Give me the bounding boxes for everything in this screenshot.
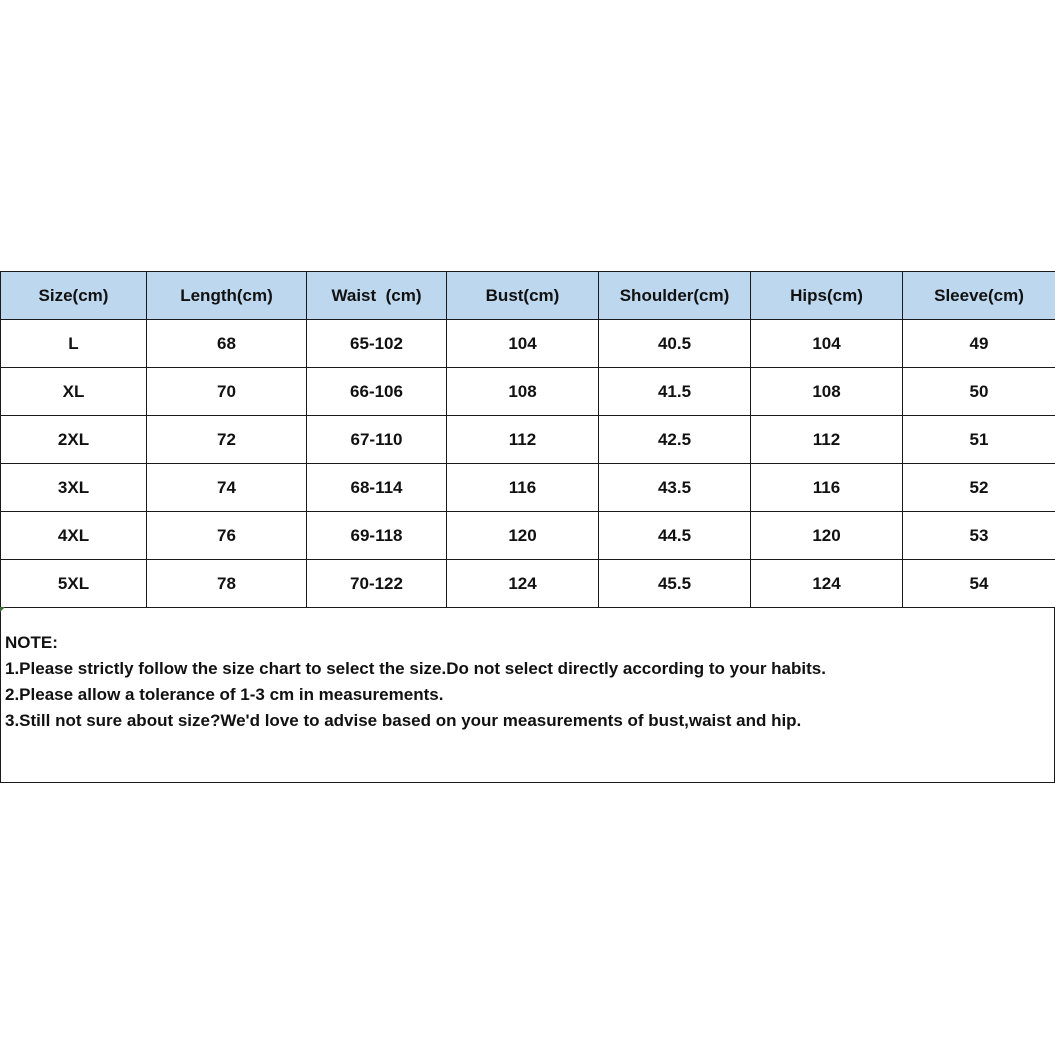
note-line-2: 2.Please allow a tolerance of 1-3 cm in measurements. (5, 685, 444, 704)
cell-waist: 67-110 (307, 416, 447, 464)
cell-length: 72 (147, 416, 307, 464)
cell-sleeve: 54 (903, 560, 1055, 608)
cell-length: 68 (147, 320, 307, 368)
cell-sleeve: 50 (903, 368, 1055, 416)
notes-box (0, 607, 1055, 783)
cell-length: 78 (147, 560, 307, 608)
cell-corner-marker (0, 607, 5, 612)
cell-hips: 104 (751, 320, 903, 368)
cell-shoulder: 45.5 (599, 560, 751, 608)
note-line-1: 1.Please strictly follow the size chart to select the size.Do not select directly according to your habits. (5, 659, 826, 678)
cell-hips: 120 (751, 512, 903, 560)
table-row (1, 368, 1055, 416)
cell-hips: 108 (751, 368, 903, 416)
cell-bust: 104 (447, 320, 599, 368)
table-row (1, 320, 1055, 368)
header-sleeve: Sleeve(cm) (903, 272, 1055, 320)
cell-length: 76 (147, 512, 307, 560)
size-chart-table (0, 271, 1055, 608)
cell-length: 70 (147, 368, 307, 416)
cell-waist: 68-114 (307, 464, 447, 512)
cell-sleeve: 53 (903, 512, 1055, 560)
header-hips: Hips(cm) (751, 272, 903, 320)
cell-hips: 112 (751, 416, 903, 464)
cell-shoulder: 42.5 (599, 416, 751, 464)
header-shoulder: Shoulder(cm) (599, 272, 751, 320)
cell-bust: 108 (447, 368, 599, 416)
cell-size: 5XL (1, 560, 147, 608)
cell-sleeve: 51 (903, 416, 1055, 464)
header-bust: Bust(cm) (447, 272, 599, 320)
cell-size: L (1, 320, 147, 368)
note-line-3: 3.Still not sure about size?We'd love to advise based on your measurements of bust,waist and hip. (5, 711, 802, 730)
cell-hips: 116 (751, 464, 903, 512)
cell-size: XL (1, 368, 147, 416)
cell-length: 74 (147, 464, 307, 512)
cell-bust: 124 (447, 560, 599, 608)
cell-bust: 116 (447, 464, 599, 512)
cell-size: 3XL (1, 464, 147, 512)
header-size: Size(cm) (1, 272, 147, 320)
notes-title: NOTE: (5, 633, 58, 652)
table-header-row (1, 272, 1055, 320)
table-row (1, 464, 1055, 512)
cell-shoulder: 40.5 (599, 320, 751, 368)
cell-sleeve: 49 (903, 320, 1055, 368)
header-length: Length(cm) (147, 272, 307, 320)
cell-waist: 70-122 (307, 560, 447, 608)
cell-hips: 124 (751, 560, 903, 608)
cell-bust: 120 (447, 512, 599, 560)
table-row (1, 560, 1055, 608)
cell-waist: 65-102 (307, 320, 447, 368)
header-waist: Waist (cm) (307, 272, 447, 320)
cell-waist: 69-118 (307, 512, 447, 560)
cell-size: 4XL (1, 512, 147, 560)
cell-shoulder: 43.5 (599, 464, 751, 512)
cell-sleeve: 52 (903, 464, 1055, 512)
table-row (1, 512, 1055, 560)
cell-bust: 112 (447, 416, 599, 464)
cell-size: 2XL (1, 416, 147, 464)
cell-shoulder: 44.5 (599, 512, 751, 560)
table-row (1, 416, 1055, 464)
cell-waist: 66-106 (307, 368, 447, 416)
cell-shoulder: 41.5 (599, 368, 751, 416)
